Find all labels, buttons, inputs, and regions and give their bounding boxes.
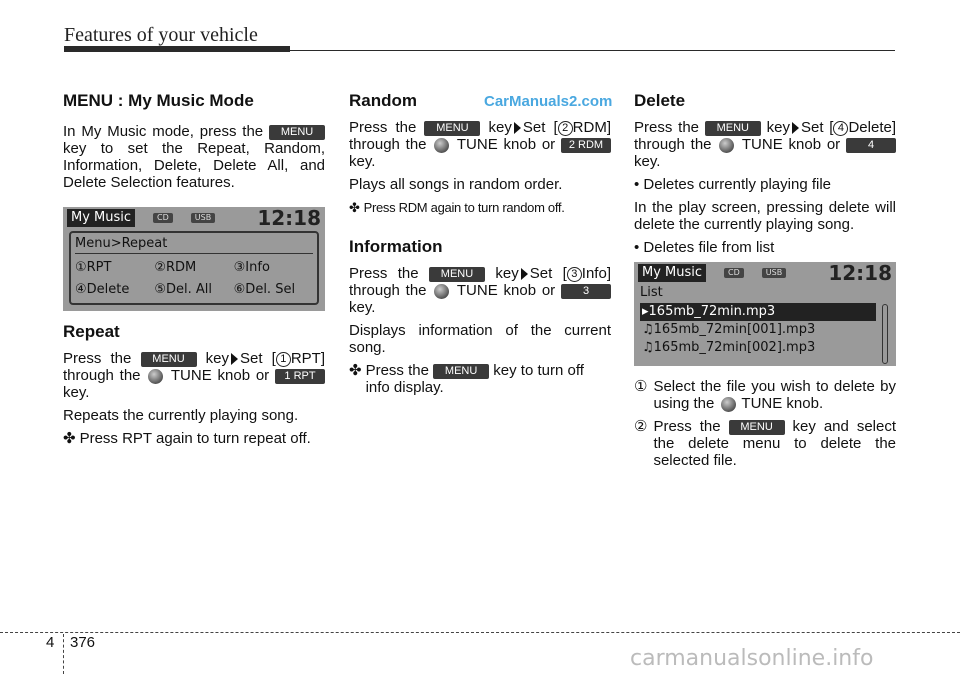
step-1 (634, 378, 896, 412)
note-text: Press RPT again to turn repeat off. (79, 430, 311, 447)
menu-option-del-all: ⑤Del. All (154, 282, 212, 297)
text: Delete] (848, 119, 896, 136)
text: Press the (634, 119, 699, 136)
text: through the (349, 136, 427, 153)
text: RPT] (290, 350, 325, 367)
text: Set [ (240, 350, 276, 367)
text: key (495, 265, 519, 282)
random-paragraph (349, 119, 611, 170)
menu-key-icon: MENU (141, 352, 197, 367)
arrow-right-icon (231, 353, 238, 365)
text: through the (349, 282, 427, 299)
delete-paragraph (634, 119, 896, 170)
footer-watermark: carmanualsonline.info (630, 646, 874, 671)
intro-text-b: key to set the Repeat, Random, Information, Delete, Delete All, and Delete Selection features. (63, 140, 325, 191)
tune-knob-icon (434, 284, 449, 299)
step-2 (634, 418, 896, 469)
text: Select the file you wish to delete by using the (653, 378, 896, 412)
file-list (640, 303, 890, 357)
page-number: 376 (70, 634, 96, 651)
section-title-delete: Delete (634, 91, 686, 110)
rpt-key-icon: 1 RPT (275, 369, 325, 384)
footer-rule (0, 632, 960, 633)
text: TUNE knob or (456, 282, 556, 299)
text: TUNE knob or (170, 367, 270, 384)
arrow-right-icon (521, 268, 528, 280)
section-title-my-music: MENU : My Music Mode (63, 91, 254, 110)
screen-scrollbar (882, 304, 888, 364)
column-2 (349, 92, 611, 402)
list-item: ♫165mb_72min[001].mp3 (642, 322, 816, 337)
text: TUNE knob or (741, 136, 841, 153)
menu-key-icon: MENU (424, 121, 480, 136)
text: key. (63, 384, 90, 401)
text: Set [ (529, 265, 567, 282)
music-list-screen (634, 262, 896, 366)
menu-key-icon: MENU (729, 420, 785, 435)
text: through the (63, 367, 141, 384)
circled-number-icon: 4 (833, 121, 848, 136)
text: key (488, 119, 512, 136)
repeat-description: Repeats the currently playing song. (63, 407, 299, 424)
menu-key-icon: MENU (429, 267, 485, 282)
footer-divider (63, 634, 64, 674)
random-description: Plays all songs in random order. (349, 176, 563, 193)
header-bar (64, 46, 290, 52)
step-number: ② (634, 418, 648, 435)
note-icon: ✤ (349, 200, 360, 215)
text: key. (349, 299, 376, 316)
text: key (766, 119, 790, 136)
menu-option-info: ③Info (233, 260, 270, 275)
bullet-delete-list: • Deletes file from list (634, 239, 775, 256)
circled-number-icon: 2 (558, 121, 573, 136)
list-head: List (640, 285, 663, 300)
text: key (205, 350, 229, 367)
tune-knob-icon (719, 138, 734, 153)
section-title-repeat: Repeat (63, 322, 120, 341)
info-paragraph (349, 265, 611, 316)
page-header-title: Features of your vehicle (64, 24, 258, 46)
key-4-icon: 4 (846, 138, 896, 153)
text: Press the (365, 362, 429, 379)
text: through the (634, 136, 712, 153)
note-icon: ✤ (349, 362, 362, 379)
screen-menu-row (75, 279, 313, 301)
menu-option-rpt: ①RPT (75, 260, 112, 275)
menu-option-rdm: ②RDM (154, 260, 197, 275)
menu-key-icon: MENU (433, 364, 489, 379)
tune-knob-icon (721, 397, 736, 412)
random-note (349, 199, 611, 216)
cd-badge: CD (153, 213, 173, 223)
screen-menu-row (75, 257, 313, 279)
screen-title: My Music (67, 209, 135, 227)
text: key and select the delete menu to delete the selected file. (653, 418, 897, 469)
text: TUNE knob or (456, 136, 556, 153)
screen-top-bar (634, 262, 896, 284)
header-rule (290, 50, 895, 51)
screen-title: My Music (638, 264, 706, 282)
section-title-information: Information (349, 237, 443, 256)
arrow-right-icon (514, 122, 521, 134)
circled-number-icon: 3 (567, 267, 582, 282)
note-text (366, 362, 611, 396)
text: Press the (63, 350, 132, 367)
list-item: ♫165mb_72min[002].mp3 (642, 340, 816, 355)
column-3 (634, 92, 896, 475)
note-icon: ✤ (63, 430, 76, 447)
text: Set [ (522, 119, 558, 136)
intro-paragraph (63, 123, 325, 191)
text: TUNE knob. (741, 395, 824, 412)
menu-option-delete: ④Delete (75, 282, 130, 297)
menu-repeat-screen (63, 207, 325, 311)
text: key to turn off info display. (365, 362, 584, 396)
delete-description: In the play screen, pressing delete will delete the currently playing song. (634, 199, 896, 233)
text: RDM] (572, 119, 611, 136)
text: Press the (653, 418, 721, 435)
screen-menu-head: Menu>Repeat (75, 235, 313, 254)
intro-text-a: In My Music mode, press the (63, 123, 264, 140)
list-item: ▸165mb_72min.mp3 (640, 303, 876, 321)
key-3-icon: 3 (561, 284, 611, 299)
text: Info] (581, 265, 611, 282)
menu-option-del-sel: ⑥Del. Sel (233, 282, 296, 297)
circled-number-icon: 1 (276, 352, 291, 367)
text: Set [ (800, 119, 834, 136)
info-note (349, 362, 611, 396)
info-description: Displays information of the current song. (349, 322, 611, 356)
step-text (653, 378, 896, 412)
arrow-right-icon (792, 122, 799, 134)
usb-badge: USB (762, 268, 786, 278)
tune-knob-icon (148, 369, 163, 384)
column-1 (63, 92, 325, 453)
screen-top-bar (63, 207, 325, 229)
text: key. (634, 153, 661, 170)
step-number: ① (634, 378, 648, 395)
menu-key-icon: MENU (705, 121, 761, 136)
cd-badge: CD (724, 268, 744, 278)
text: Press the (349, 119, 417, 136)
bullet-delete-current: • Deletes currently playing file (634, 176, 832, 193)
note-text: Press RDM again to turn random off. (363, 200, 565, 215)
screen-clock: 12:18 (257, 205, 321, 230)
watermark: CarManuals2.com (484, 93, 613, 110)
rdm-key-icon: 2 RDM (561, 138, 611, 153)
repeat-paragraph (63, 350, 325, 401)
text: key. (349, 153, 376, 170)
menu-key-icon: MENU (269, 125, 325, 140)
chapter-number: 4 (46, 634, 55, 651)
screen-menu-panel (69, 231, 319, 305)
tune-knob-icon (434, 138, 449, 153)
text: Press the (349, 265, 419, 282)
step-text (653, 418, 896, 469)
screen-clock: 12:18 (828, 260, 892, 285)
repeat-note (63, 430, 325, 447)
section-title-random: Random (349, 91, 417, 110)
usb-badge: USB (191, 213, 215, 223)
